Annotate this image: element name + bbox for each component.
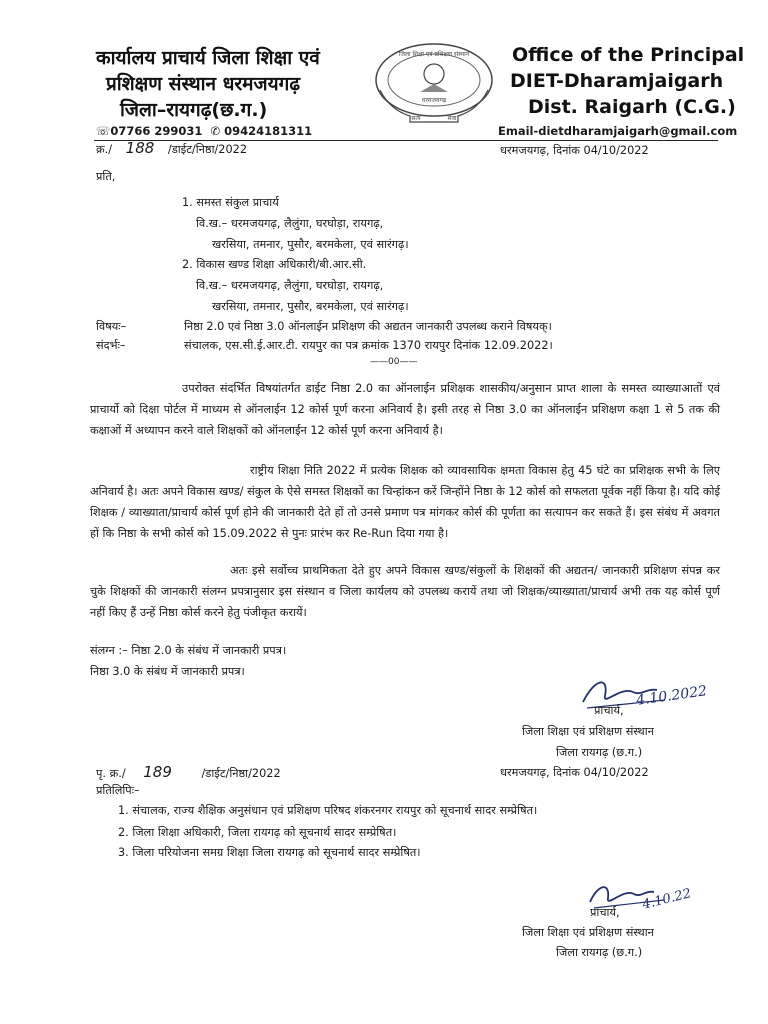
letter-reference xyxy=(96,138,247,160)
signature-2-place: जिला रायगढ़ (छ.ग.) xyxy=(556,946,643,959)
subject-label: विषयः– xyxy=(96,320,127,333)
paragraph-1-text: उपरोक्त संदर्भित विषयांतर्गत डाईट निष्ठा 2.0 का ऑनलाईन प्रशिक्षक शासकीय/अनुसान प्राप्त शाला के समस्त व्याख्याआतों एवं प्राचार्यो को दिक्षा पोर्टल में माध्यम से ऑनलाईन 12 कोर्स पूर्ण करना अनिवार्य है। इसी तरह से निष्ठा 3.0 का ऑनलाईन प्रशिक्षण कक्षा 1 से 5 तक की कक्षाओं में अध्यापन करने वाले शिक्षकों को ऑनलाईन 12 कोर्स पूर्ण करना अनिवार्य है। xyxy=(90,382,720,437)
endorsement-prefix: पृ. क्र./ xyxy=(96,767,126,780)
signature-2-title: प्राचार्य, xyxy=(590,906,620,919)
header-english-line1: Office of the Principal xyxy=(512,44,745,66)
attachment-line-1: संलग्न :– निष्ठा 2.0 के संबंध में जानकारी प्रपत्र। xyxy=(90,644,287,657)
recipient-1-title: 1. समस्त संकुल प्राचार्य xyxy=(182,196,279,209)
signature-1-place: जिला रायगढ़ (छ.ग.) xyxy=(556,746,643,759)
phone-icon: ☏ xyxy=(96,124,111,138)
endorsement-number: 189 xyxy=(143,763,172,781)
recipient-2-line3: खरसिया, तमनार, पुसौर, बरमकेला, एवं सारंगढ़। xyxy=(212,300,409,313)
emblem-text-right: सेवा xyxy=(447,115,457,122)
paragraph-2-text: राष्ट्रीय शिक्षा निति 2022 में प्रत्येक शिक्षक को व्यावसायिक क्षमता विकास हेतु 45 घंटे का प्रशिक्षक सभी के लिए अनिवार्य है। अतः अपने विकास खण्ड/ संकुल के ऐसे समस्त शिक्षकों का चिन्हांकन करें जिन्होंने निष्ठा के 12 कोर्स को सफलता पूर्वक नहीं किया है। यदि कोई शिक्षक / व्याख्याता/प्राचार्य कोर्स पूर्ण होने की जानकारी देते हों तो उनसे प्रमाण पत्र मांगकर कोर्स की पूर्णता का सत्यापन कर सकते हैं। इस संबंध में अवगत हों कि निष्ठा के सभी कोर्स को 15.09.2022 से पुनः प्रारंभ कर Re-Run दिया गया है। xyxy=(90,464,720,540)
recipient-2-line2: वि.ख.– धरमजयगढ़, लैलुंगा, घरघोड़ा, रायगढ़, xyxy=(196,279,384,292)
phone-number: 07766 299031 xyxy=(110,124,203,138)
header-hindi-line1: कार्यालय प्राचार्य जिला शिक्षा एवं xyxy=(96,47,320,69)
header-hindi-line3: जिला–रायगढ़(छ.ग.) xyxy=(120,99,268,121)
signature-2-date: 4.10.22 xyxy=(640,886,693,913)
paragraph-3-text: अतः इसे सर्वोच्च प्राथमिकता देते हुए अपने विकास खण्ड/संकुलों के शिक्षकों की अद्यतन/ जानकारी प्रशिक्षण संपन्न कर चुके शिक्षकों की जानकारी संलग्न प्रपत्रानुसार इस संस्थान व जिला कार्यलय को उपलब्ध करायें तथा जो शिक्षक/व्याख्याता/प्राचार्य अभी तक यह कोर्स पूर्ण नहीं किए हैं उन्हें निष्ठा कोर्स करने हेतु पंजीकृत करायें। xyxy=(90,564,720,619)
ref-prefix: क्र./ xyxy=(96,143,113,156)
attachment-line-2: निष्ठा 3.0 के संबंध में जानकारी प्रपत्र। xyxy=(90,665,245,678)
copy-to-item-2: 2. जिला शिक्षा अधिकारी, जिला रायगढ़ को सूचनार्थ सादर सम्प्रेषित। xyxy=(118,826,397,839)
recipient-2-title: 2. विकास खण्ड शिक्षा अधिकारी/बी.आर.सी. xyxy=(182,258,367,271)
header-hindi-line2: प्रशिक्षण संस्थान धरमजयगढ़ xyxy=(106,73,301,95)
institute-emblem-logo xyxy=(370,40,498,124)
contact-email: Email-dietdharamjaigarh@gmail.com xyxy=(498,124,738,138)
signature-1-title: प्राचार्य, xyxy=(594,704,624,717)
ref-number: 188 xyxy=(125,139,155,157)
paragraph-3 xyxy=(90,560,720,623)
signature-1-org: जिला शिक्षा एवं प्रशिक्षण संस्थान xyxy=(522,725,654,738)
recipient-1-line2: वि.ख.– धरमजयगढ़, लैलुंगा, घरघोड़ा, रायगढ़, xyxy=(196,217,384,230)
mobile-number: 09424181311 xyxy=(224,124,313,138)
reference-text: संचालक, एस.सी.ई.आर.टी. रायपुर का पत्र क्रमांक 1370 रायपुर दिनांक 12.09.2022। xyxy=(184,339,553,352)
emblem-text-mid: धरमजयगढ़ xyxy=(421,97,447,104)
copy-to-item-1: 1. संचालक, राज्य शैक्षिक अनुसंधान एवं प्रशिक्षण परिषद शंकरनगर रायपुर को सूचनार्थ सादर सम्प्रेषित। xyxy=(118,804,538,817)
emblem-text-left: सत्य xyxy=(411,115,421,122)
header-english-line2: DIET-Dharamjaigarh xyxy=(510,70,724,92)
emblem-text-top: जिला शिक्षा एवं प्रशिक्षण संस्थान xyxy=(398,51,470,58)
endorsement-date: धरमजयगढ़, दिनांक 04/10/2022 xyxy=(500,766,649,779)
signature-1-date: 4.10.2022 xyxy=(635,683,709,709)
letter-date: धरमजयगढ़, दिनांक 04/10/2022 xyxy=(500,144,649,157)
reference-label: संदर्भः– xyxy=(96,339,126,352)
recipient-1-line3: खरसिया, तमनार, पुसौर, बरमकेला, एवं सारंगढ़। xyxy=(212,238,409,251)
contact-phones xyxy=(96,124,312,138)
copy-to-item-3: 3. जिला परियोजना समग्र शिक्षा जिला रायगढ़ को सूचनार्थ सादर सम्प्रेषित। xyxy=(118,846,421,859)
endorsement-suffix: /डाईट/निष्ठा/2022 xyxy=(201,767,281,780)
ref-suffix: /डाईट/निष्ठा/2022 xyxy=(167,143,248,156)
mobile-icon: ✆ xyxy=(210,124,221,138)
paragraph-2 xyxy=(90,460,720,544)
signature-2-org: जिला शिक्षा एवं प्रशिक्षण संस्थान xyxy=(522,926,654,939)
to-label: प्रति, xyxy=(96,170,116,183)
header-english-line3: Dist. Raigarh (C.G.) xyxy=(528,96,736,118)
separator: ——00—— xyxy=(370,357,418,367)
paragraph-1 xyxy=(90,378,720,441)
copy-to-label: प्रतिलिपिः– xyxy=(96,784,140,797)
subject-text: निष्ठा 2.0 एवं निष्ठा 3.0 ऑनलाईन प्रशिक्षण की अद्यतन जानकारी उपलब्ध कराने विषयक्। xyxy=(184,320,552,333)
